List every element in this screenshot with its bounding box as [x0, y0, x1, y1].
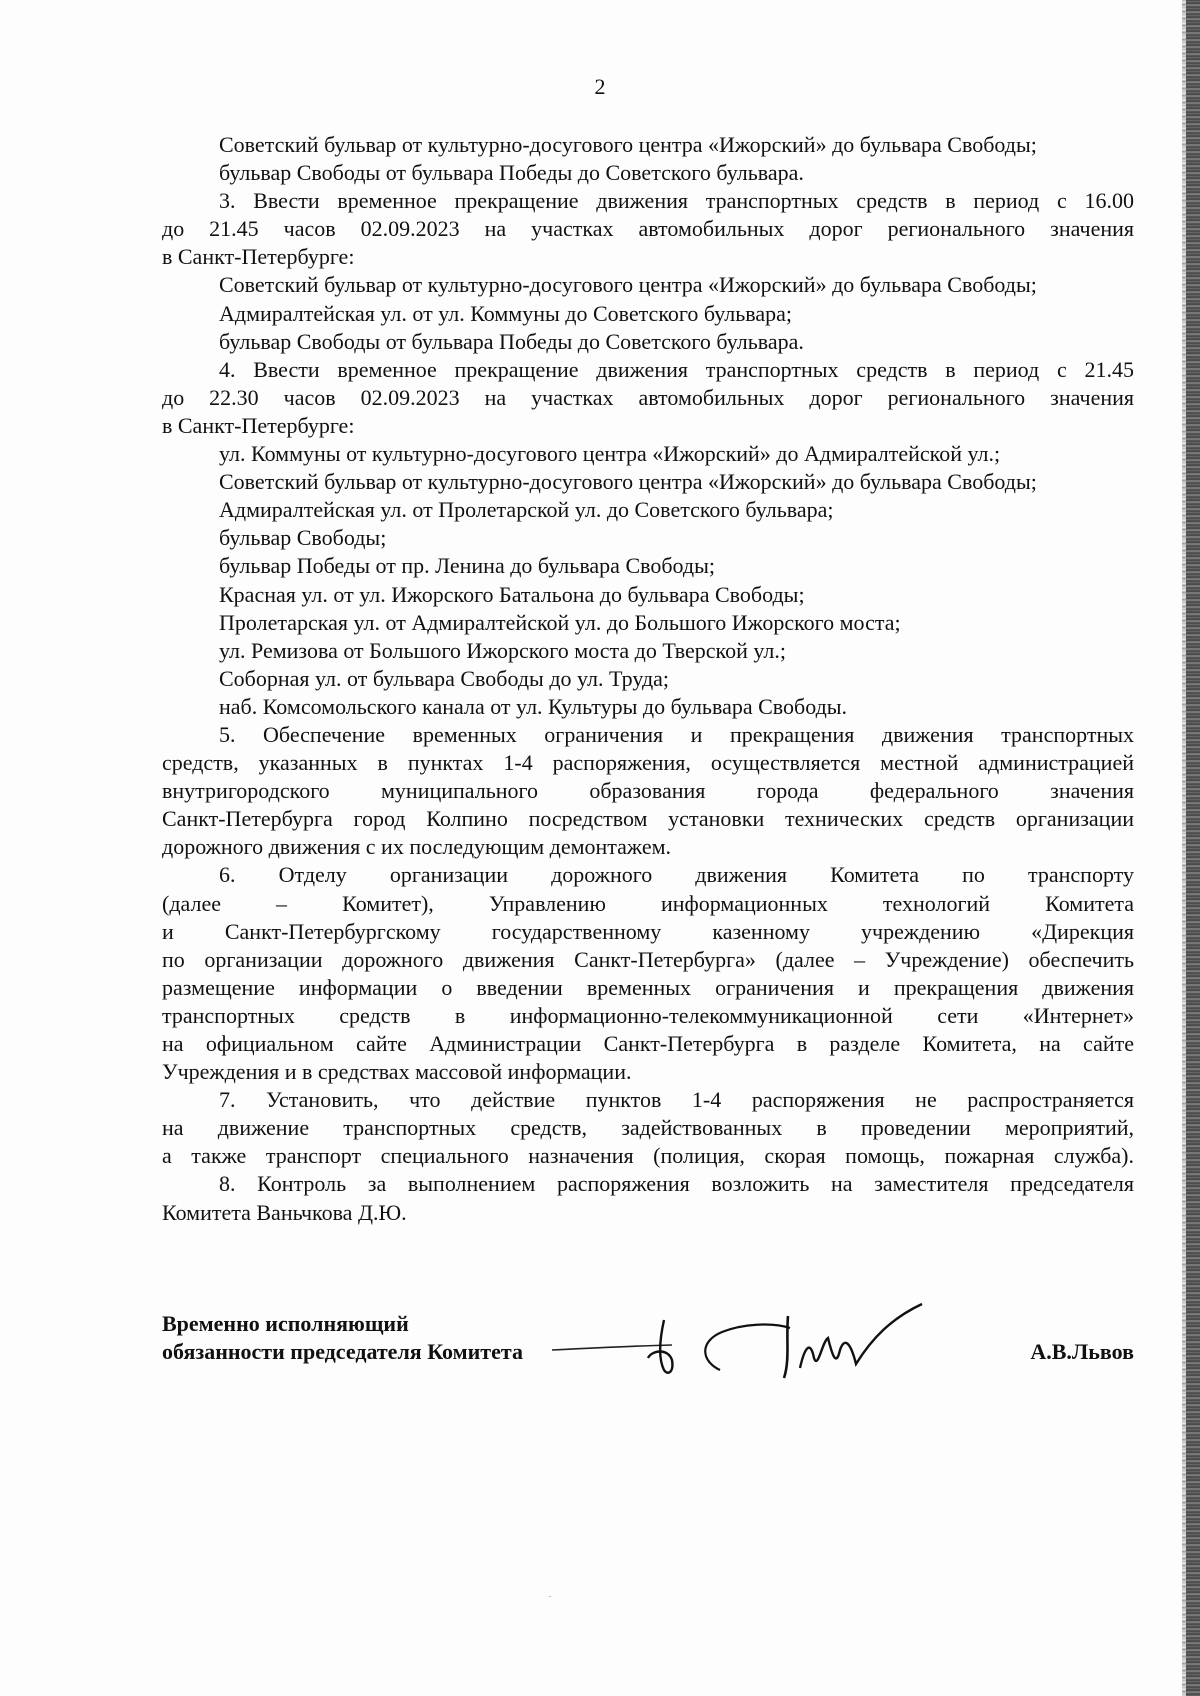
text-line: ул. Коммуны от культурно-досугового центра «Ижорский» до Адмиралтейской ул.;: [219, 441, 1001, 467]
text-line: 4. Ввести временное прекращение движения транспортных средств в период с 21.45: [219, 356, 1134, 382]
text-line: Комитета Ваньчкова Д.Ю.: [162, 1199, 407, 1225]
scan-speck: [549, 1596, 551, 1597]
text-line: Учреждения и в средствах массовой информации.: [162, 1059, 632, 1085]
text-line: размещение информации о введении временных ограничения и прекращения движения: [162, 974, 1134, 1000]
signature-block: [162, 1310, 1134, 1390]
text-line: на официальном сайте Администрации Санкт-Петербурга в разделе Комитета, на сайте: [162, 1031, 1134, 1056]
text-line: и Санкт-Петербургскому государственному казенному учреждению «Дирекция: [162, 918, 1134, 944]
signatory-name: А.В.Львов: [1030, 1339, 1134, 1364]
text-line: Адмиралтейская ул. от ул. Коммуны до Советского бульвара;: [219, 300, 792, 326]
text-line: бульвар Свободы;: [219, 525, 387, 551]
page-number: 2: [594, 74, 606, 99]
text-line: Санкт-Петербурга город Колпино посредством установки технических средств организации: [162, 806, 1134, 832]
text-line: транспортных средств в информационно-телекоммуникационной сети «Интернет»: [162, 1002, 1134, 1028]
text-line: 7. Установить, что действие пунктов 1-4 распоряжения не распространяется: [219, 1087, 1134, 1113]
text-line: по организации дорожного движения Санкт-Петербурга» (далее – Учреждение) обеспечить: [162, 946, 1134, 972]
document-body: [162, 131, 1134, 1227]
text-line: Адмиралтейская ул. от Пролетарской ул. до Советского бульвара;: [219, 497, 834, 523]
text-line: в Санкт-Петербурге:: [162, 244, 355, 270]
text-line: дорожного движения с их последующим демонтажем.: [162, 834, 672, 860]
text-line: бульвар Победы от пр. Ленина до бульвара Свободы;: [219, 553, 715, 579]
text-line: до 21.45 часов 02.09.2023 на участках автомобильных дорог регионального значения: [162, 216, 1134, 242]
signatory-title-line2: обязанности председателя Комитета: [162, 1339, 523, 1364]
text-line: внутригородского муниципального образования города федерального значения: [162, 778, 1134, 804]
signatory-title-line1: Временно исполняющий: [162, 1311, 409, 1336]
text-line: Советский бульвар от культурно-досугового центра «Ижорский» до бульвара Свободы;: [219, 272, 1037, 298]
text-line: бульвар Свободы от бульвара Победы до Советского бульвара.: [219, 160, 804, 186]
signatory-title: [162, 1310, 523, 1366]
text-line: Соборная ул. от бульвара Свободы до ул. Труда;: [219, 665, 670, 691]
scan-edge: [1186, 0, 1200, 1696]
text-line: а также транспорт специального назначения (полиция, скорая помощь, пожарная служба).: [162, 1143, 1134, 1169]
text-line: до 22.30 часов 02.09.2023 на участках автомобильных дорог регионального значения: [162, 384, 1134, 410]
text-line: средств, указанных в пунктах 1-4 распоряжения, осуществляется местной администрацией: [162, 750, 1134, 776]
text-line: наб. Комсомольского канала от ул. Культуры до бульвара Свободы.: [219, 693, 848, 719]
text-line: 6. Отделу организации дорожного движения Комитета по транспорту: [219, 862, 1134, 888]
text-line: (далее – Комитет), Управлению информационных технологий Комитета: [162, 890, 1134, 916]
text-line: 8. Контроль за выполнением распоряжения возложить на заместителя председателя: [219, 1171, 1134, 1197]
text-line: в Санкт-Петербурге:: [162, 412, 355, 438]
text-line: Пролетарская ул. от Адмиралтейской ул. до Большого Ижорского моста;: [219, 609, 901, 635]
text-line: на движение транспортных средств, задействованных в проведении мероприятий,: [162, 1115, 1134, 1141]
text-line: Советский бульвар от культурно-досугового центра «Ижорский» до бульвара Свободы;: [219, 469, 1037, 495]
text-line: ул. Ремизова от Большого Ижорского моста до Тверской ул.;: [219, 637, 786, 663]
text-line: бульвар Свободы от бульвара Победы до Советского бульвара.: [219, 328, 804, 354]
text-line: 3. Ввести временное прекращение движения транспортных средств в период с 16.00: [219, 188, 1134, 214]
text-line: Советский бульвар от культурно-досугового центра «Ижорский» до бульвара Свободы;: [219, 132, 1037, 157]
text-line: 5. Обеспечение временных ограничения и прекращения движения транспортных: [219, 721, 1134, 747]
text-line: Красная ул. от ул. Ижорского Батальона до бульвара Свободы;: [219, 581, 805, 607]
handwritten-signature: [552, 1298, 952, 1388]
